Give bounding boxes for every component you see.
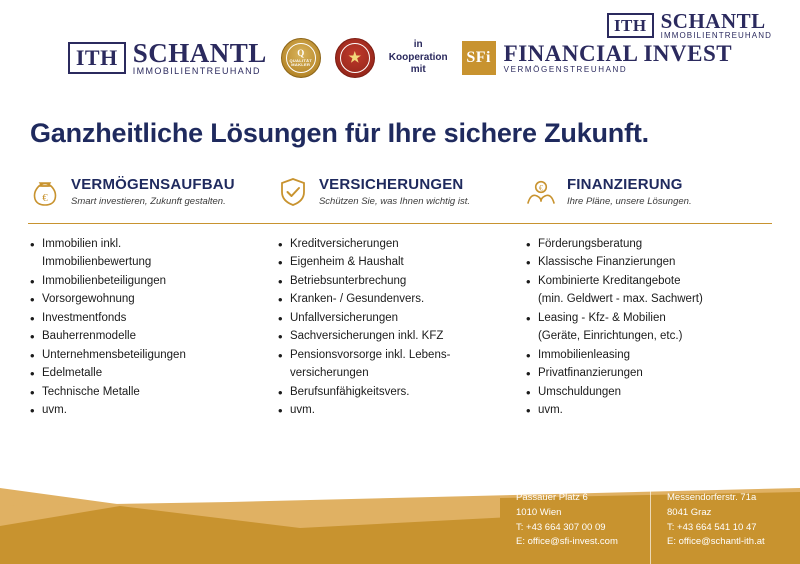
column-title: FINANZIERUNG [566, 176, 683, 194]
list-item: (min. Geldwert - max. Sachwert) [537, 293, 703, 306]
footer-bands [0, 444, 800, 564]
contact-email[interactable]: E: office@sfi-invest.com [516, 536, 618, 548]
star-icon: ★ [348, 49, 362, 66]
column-vermoegensaufbau [28, 171, 276, 213]
sfi-wordmark [504, 42, 732, 75]
ith-company-tagline: IMMOBILIENTREUHAND [660, 31, 772, 41]
list-column-vermoegensaufbau [28, 236, 276, 421]
list-item: • Unfallversicherungen [276, 310, 510, 327]
contact-city: 8041 Graz [667, 506, 712, 518]
contact-phone[interactable]: T: +43 664 541 10 47 [667, 521, 757, 533]
service-list [524, 236, 758, 420]
list-item: • Unternehmensbeteiligungen [28, 347, 262, 364]
list-item: • Privatfinanzierungen [524, 365, 758, 382]
service-list [276, 236, 510, 420]
list-item: • Berufsunfähigkeitsvers. [276, 384, 510, 401]
column-subtitle: Ihre Pläne, unsere Lösungen. [566, 195, 692, 207]
cooperation-line-2: Kooperation [388, 51, 448, 63]
column-header [276, 171, 512, 213]
quality-seal-label: QUALITÄT [289, 57, 313, 63]
list-item: • uvm. [276, 402, 510, 419]
center-logo-group [0, 38, 800, 78]
list-item: • uvm. [28, 402, 262, 419]
ith-company-tagline-large: IMMOBILIENTREUHAND [132, 66, 261, 77]
ith-wordmark [661, 10, 772, 40]
list-item: Immobilienbewertung [42, 256, 152, 269]
contact-city: 1010 Wien [516, 506, 562, 518]
list-item: (Geräte, Einrichtungen, etc.) [537, 330, 683, 343]
cooperation-line-3: mit [410, 64, 426, 76]
ith-monogram [607, 13, 654, 38]
contact-graz [650, 460, 800, 564]
ith-company-name-large: SCHANTL [132, 38, 267, 69]
svg-text:€: € [538, 183, 543, 193]
column-header [524, 171, 760, 213]
main-logo-ith [68, 39, 267, 77]
list-item: • Betriebsunterbrechung [276, 273, 510, 290]
list-item: • Klassische Finanzierungen [524, 254, 758, 271]
ith-wordmark-large [133, 39, 267, 77]
column-subtitle: Smart investieren, Zukunft gestalten. [71, 195, 226, 207]
list-item: • Leasing - Kfz- & Mobilien [524, 310, 758, 327]
money-bag-euro-icon [28, 175, 62, 209]
contact-phone[interactable]: T: +43 664 307 00 09 [516, 521, 606, 533]
sfi-company-tagline: VERMÖGENSTREUHAND [503, 64, 628, 74]
list-item: • Kombinierte Kreditangebote [524, 273, 758, 290]
contact-email[interactable]: E: office@schantl-ith.at [667, 536, 765, 548]
service-columns-lists [28, 236, 772, 421]
service-list [28, 236, 262, 420]
list-item: • Vorsorgewohnung [28, 291, 262, 308]
sfi-monogram: SFi [462, 41, 496, 75]
column-subtitle: Schützen Sie, was Ihnen wichtig ist. [318, 195, 470, 207]
list-column-finanzierung [524, 236, 772, 421]
list-item: versicherungen [289, 367, 369, 380]
association-seal-icon [335, 38, 375, 78]
corner-logo-ith [607, 10, 772, 40]
quality-seal-inner [286, 43, 316, 73]
list-item: • Sachversicherungen inkl. KFZ [276, 328, 510, 345]
cooperation-note [389, 39, 448, 77]
column-finanzierung [524, 171, 772, 213]
list-item: • Immobilien inkl. [28, 236, 262, 253]
list-item: • Immobilienbeteiligungen [28, 273, 262, 290]
hands-euro-icon [524, 175, 558, 209]
shield-check-icon [276, 175, 310, 209]
quality-seal-icon [281, 38, 321, 78]
list-item: • Technische Metalle [28, 384, 262, 401]
list-item: • uvm. [524, 402, 758, 419]
contact-street: Messendorferstr. 71a [667, 492, 757, 504]
list-item: • Immobilienleasing [524, 347, 758, 364]
quality-seal-letter: Q [297, 47, 305, 58]
contact-title: Office Graz: [667, 477, 721, 489]
list-item: • Kranken- / Gesundenvers. [276, 291, 510, 308]
divider [28, 223, 772, 224]
contact-info [500, 460, 800, 564]
ith-company-name: SCHANTL [660, 9, 766, 33]
column-versicherungen [276, 171, 524, 213]
list-item: • Kreditversicherungen [276, 236, 510, 253]
ith-monogram-text: ITH [613, 15, 647, 35]
list-item: • Bauherrenmodelle [28, 328, 262, 345]
list-item: • Förderungsberatung [524, 236, 758, 253]
header-logo-bar [0, 0, 800, 100]
column-header [28, 171, 264, 213]
list-column-versicherungen [276, 236, 524, 421]
list-item: • Eigenheim & Haushalt [276, 254, 510, 271]
main-logo-sfi [462, 41, 732, 75]
contact-title: Office Wien: [516, 477, 572, 489]
service-columns-header [28, 171, 772, 213]
svg-text:€: € [42, 192, 48, 204]
association-seal-inner [340, 43, 370, 73]
list-item: • Pensionsvorsorge inkl. Lebens- [276, 347, 510, 364]
contact-wien [500, 460, 650, 564]
page-title: Ganzheitliche Lösungen für Ihre sichere Zukunft. [30, 118, 649, 148]
sfi-company-name: FINANCIAL INVEST [503, 40, 733, 66]
ith-monogram-large [68, 42, 126, 74]
column-title: VERMÖGENSAUFBAU [71, 176, 235, 194]
ith-monogram-large-text: ITH [75, 45, 118, 70]
list-item: • Investmentfonds [28, 310, 262, 327]
quality-seal-sublabel: MAKLER [291, 61, 311, 67]
list-item: • Edelmetalle [28, 365, 262, 382]
cooperation-line-1: in [413, 39, 423, 51]
list-item: • Umschuldungen [524, 384, 758, 401]
column-title: VERSICHERUNGEN [318, 176, 464, 194]
contact-street: Passauer Platz 6 [516, 492, 588, 504]
